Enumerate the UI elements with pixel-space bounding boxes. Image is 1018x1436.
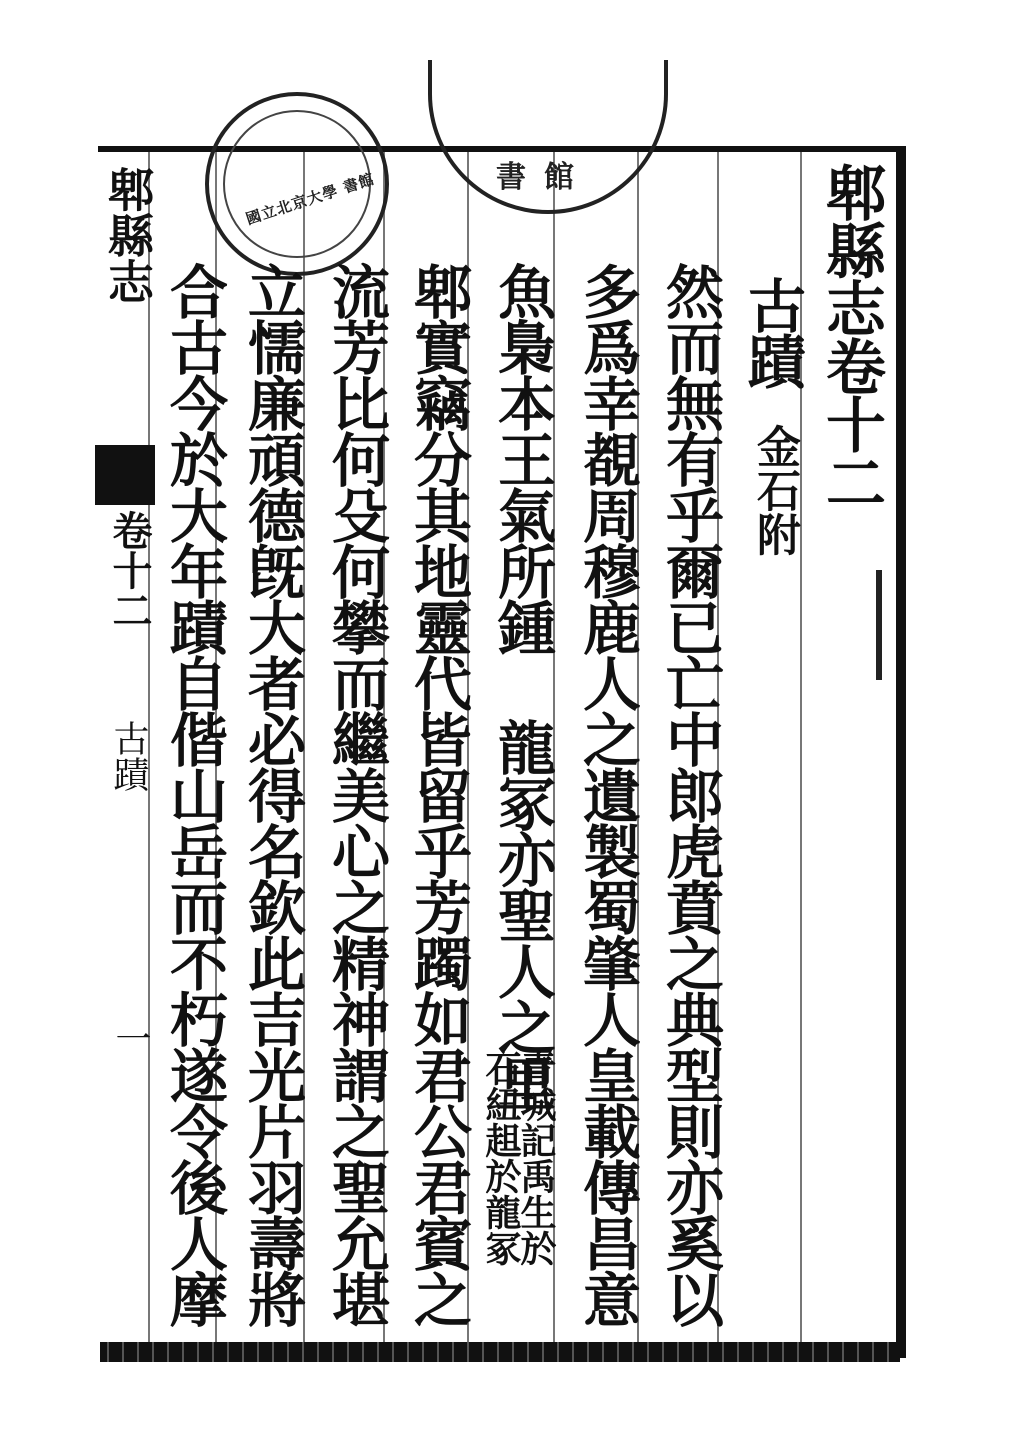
section-title: 古蹟 [738,276,806,388]
right-border [896,146,906,1358]
annotation-left: 石紐趄於龍冢 [480,1050,522,1266]
text-column-4: 郫實竊分其地靈代皆留乎芳躅如君公君賓之 [404,262,472,1326]
fold-margin [95,150,155,1340]
binding-mark [876,570,882,680]
text-column-6: 立懦廉頑德旣大者必得名欽此吉光片羽壽將 [238,262,306,1326]
library-seal-right: 書館 [428,60,668,214]
fishtail-mark [95,445,155,505]
text-column-5: 流芳比何殳何攀而繼美心之精神謂之聖允堪 [322,262,390,1326]
text-column-3: 魚梟本王氣所鍾 [488,262,556,654]
annotation-right: 青城記禹生於 [515,1050,557,1266]
text-column-2: 多爲幸覩周穆鹿人之遺製蜀肇人皇載傳昌意 [573,262,641,1326]
section-note: 金石附 [749,424,800,556]
bottom-border [100,1342,900,1362]
text-column-3-continued: 龍冢亦聖人之里 [488,718,556,1110]
margin-book-title: 郫縣志 [101,166,155,304]
text-column-7: 合古今於大年蹟自偕山岳而不朽遂令後人摩 [160,262,228,1326]
margin-section: 古蹟 [108,720,149,792]
library-seal-left: 國立北京大學 書館 [205,92,389,276]
margin-page-number: 一 [110,1020,151,1056]
margin-volume: 卷十二 [106,510,153,630]
text-column-1: 然而無有乎爾已亡中郎虎賁之典型則亦奚以 [656,262,724,1326]
volume-title: 郫縣志卷十二 [816,162,886,510]
